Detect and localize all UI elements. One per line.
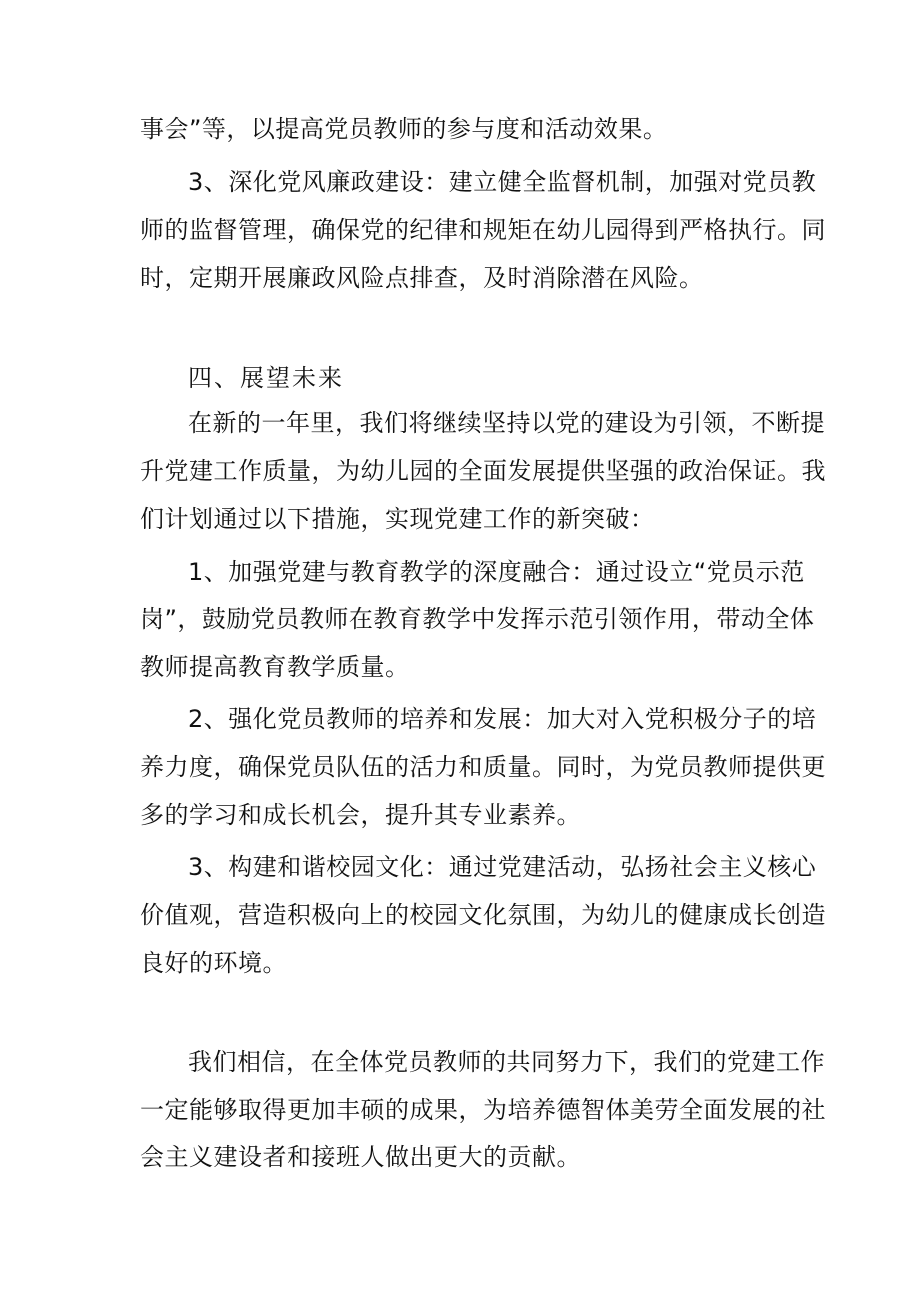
item2-line-2: 养力度，确保党员队伍的活力和质量。同时，为党员教师提供更 (140, 753, 826, 781)
item1-line-3: 教师提高教育教学质量。 (140, 653, 410, 681)
item1-line-2: 岗”，鼓励党员教师在教育教学中发挥示范引领作用，带动全体 (140, 605, 815, 633)
item3-discipline-line-1: 3、深化党风廉政建设：建立健全监督机制，加强对党员教 (188, 168, 817, 196)
conclusion-line-3: 会主义建设者和接班人做出更大的贡献。 (140, 1143, 581, 1171)
intro-line-3: 们计划通过以下措施，实现党建工作的新突破： (140, 505, 655, 533)
item2-line-3: 多的学习和成长机会，提升其专业素养。 (140, 801, 581, 829)
paragraph-continuation-line-1: 事会”等，以提高党员教师的参与度和活动效果。 (140, 115, 668, 143)
conclusion-line-2: 一定能够取得更加丰硕的成果，为培养德智体美劳全面发展的社 (140, 1096, 826, 1124)
item3-line-2: 价值观，营造积极向上的校园文化氛围，为幼儿的健康成长创造 (140, 901, 826, 929)
item3-line-3: 良好的环境。 (140, 949, 287, 977)
item3-line-1: 3、构建和谐校园文化：通过党建活动，弘扬社会主义核心 (188, 853, 817, 881)
item2-line-1: 2、强化党员教师的培养和发展：加大对入党积极分子的培 (188, 705, 817, 733)
item1-line-1: 1、加强党建与教育教学的深度融合：通过设立“党员示范 (188, 558, 805, 586)
conclusion-line-1: 我们相信，在全体党员教师的共同努力下，我们的党建工作 (188, 1048, 825, 1076)
intro-line-2: 升党建工作质量，为幼儿园的全面发展提供坚强的政治保证。我 (140, 457, 826, 485)
section-heading: 四、展望未来 (188, 364, 344, 392)
item3-discipline-line-3: 时，定期开展廉政风险点排查，及时消除潜在风险。 (140, 264, 704, 292)
intro-line-1: 在新的一年里，我们将继续坚持以党的建设为引领，不断提 (188, 409, 825, 437)
item3-discipline-line-2: 师的监督管理，确保党的纪律和规矩在幼儿园得到严格执行。同 (140, 216, 826, 244)
